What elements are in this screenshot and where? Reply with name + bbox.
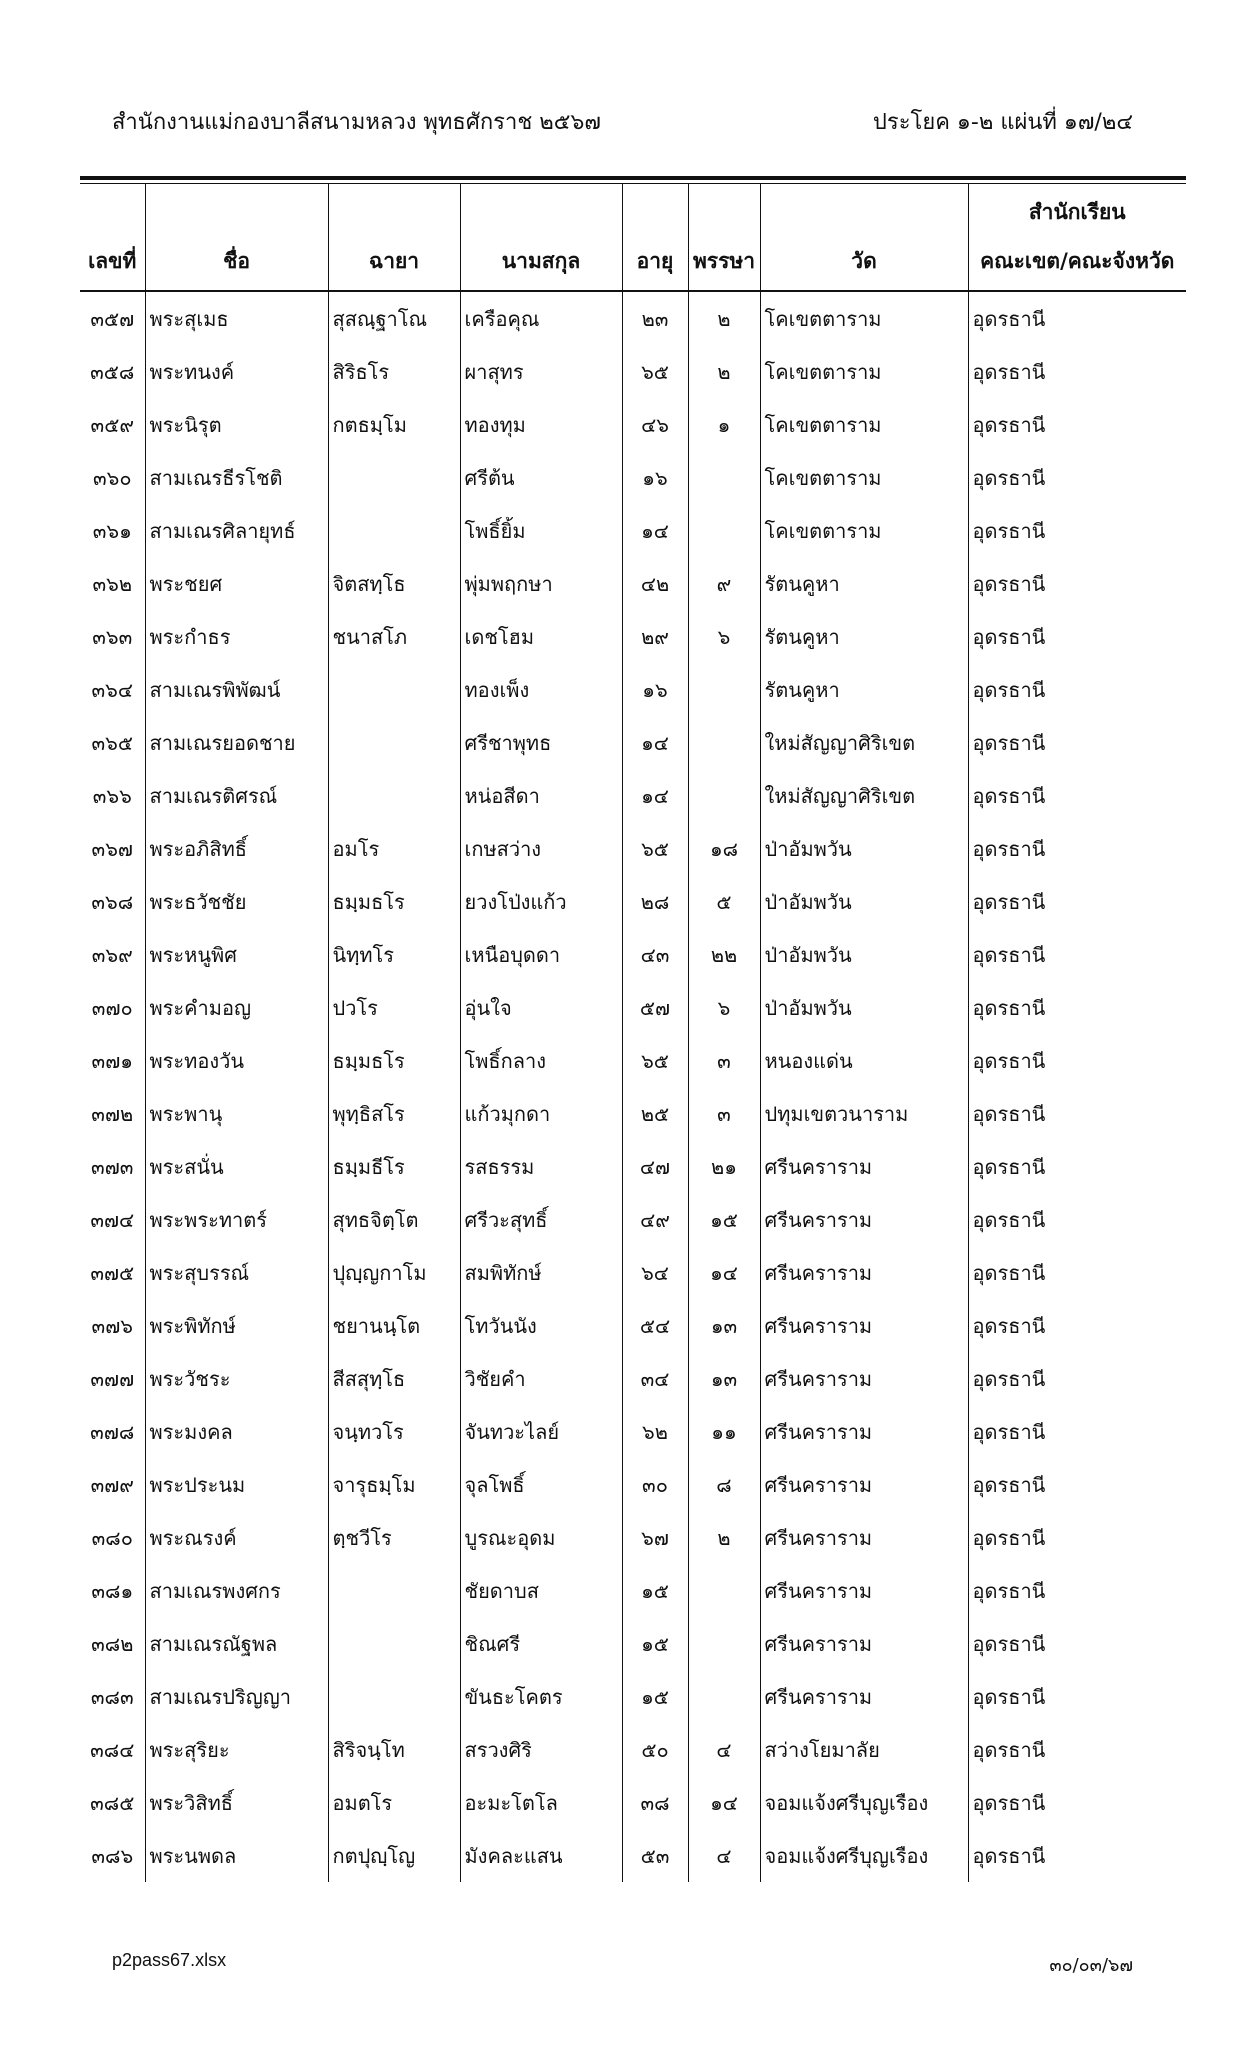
cell-age: ๒๕: [622, 1087, 688, 1140]
cell-name: สามเณรศิลายุทธ์: [145, 504, 328, 557]
cell-chaya: ปวโร: [328, 981, 460, 1034]
cell-wat: ป่าอัมพวัน: [760, 875, 968, 928]
table-row: [80, 1087, 1186, 1140]
cell-name: พระสนั่น: [145, 1140, 328, 1193]
cell-name: พระวิสิทธิ์: [145, 1776, 328, 1829]
table-row: [80, 1829, 1186, 1882]
table-row: [80, 1405, 1186, 1458]
cell-chaya: ปุญฺญกาโม: [328, 1246, 460, 1299]
cell-no: ๓๗๓: [80, 1140, 145, 1193]
cell-surname: หน่อสีดา: [460, 769, 622, 822]
cell-school: อุดรธานี: [972, 412, 1046, 437]
cell-vassa: ๑๔: [688, 1246, 760, 1299]
cell-no: ๓๗๙: [80, 1458, 145, 1511]
table-row: [80, 1352, 1186, 1405]
cell-surname: ศรีชาพุทธ: [460, 716, 622, 769]
cell-name: พระชยศ: [145, 557, 328, 610]
cell-surname: โทวันนัง: [460, 1299, 622, 1352]
cell-no: ๓๖๙: [80, 928, 145, 981]
cell-chaya: [328, 716, 460, 769]
col-header-no: เลขที่: [80, 184, 145, 291]
cell-no: ๓๕๗: [80, 291, 145, 345]
cell-wat: ศรีนคราราม: [760, 1405, 968, 1458]
table-row: [80, 1246, 1186, 1299]
footer-filename: p2pass67.xlsx: [112, 1950, 227, 1970]
cell-vassa: [688, 1670, 760, 1723]
cell-name: สามเณรปริญญา: [145, 1670, 328, 1723]
cell-age: ๖๕: [622, 1034, 688, 1087]
cell-no: ๓๖๔: [80, 663, 145, 716]
cell-surname: จุลโพธิ์: [460, 1458, 622, 1511]
cell-surname: พุ่มพฤกษา: [460, 557, 622, 610]
cell-chaya: ชนาสโภ: [328, 610, 460, 663]
cell-vassa: ๑๕: [688, 1193, 760, 1246]
cell-chaya: [328, 1670, 460, 1723]
cell-school: อุดรธานี: [972, 1154, 1046, 1179]
cell-vassa: ๒: [688, 345, 760, 398]
cell-school: อุดรธานี: [972, 995, 1046, 1020]
cell-surname: รสธรรม: [460, 1140, 622, 1193]
header-office-year: สำนักงานแม่กองบาลีสนามหลวง พุทธศักราช ๒๕๖๗: [112, 110, 601, 135]
cell-surname: อุ่นใจ: [460, 981, 622, 1034]
cell-vassa: [688, 504, 760, 557]
cell-vassa: ๑: [688, 398, 760, 451]
cell-age: ๑๔: [622, 716, 688, 769]
cell-name: พระทนงค์: [145, 345, 328, 398]
cell-surname: ผาสุทร: [460, 345, 622, 398]
table-row: [80, 928, 1186, 981]
cell-vassa: ๓: [688, 1034, 760, 1087]
cell-chaya: [328, 1564, 460, 1617]
results-table: [80, 184, 1186, 1882]
cell-school: อุดรธานี: [972, 783, 1046, 808]
cell-vassa: ๕: [688, 875, 760, 928]
cell-name: พระนิรุต: [145, 398, 328, 451]
cell-chaya: สิริธโร: [328, 345, 460, 398]
cell-school: อุดรธานี: [972, 624, 1046, 649]
cell-wat: ใหม่สัญญาศิริเขต: [760, 716, 968, 769]
cell-surname: สมพิทักษ์: [460, 1246, 622, 1299]
cell-vassa: ๒: [688, 291, 760, 345]
cell-school: อุดรธานี: [972, 1843, 1046, 1868]
cell-age: ๓๔: [622, 1352, 688, 1405]
cell-chaya: กตปุญฺโญ: [328, 1829, 460, 1882]
cell-chaya: [328, 504, 460, 557]
cell-wat: ศรีนคราราม: [760, 1617, 968, 1670]
results-table-wrapper: [80, 176, 1186, 1882]
table-row: [80, 1617, 1186, 1670]
cell-wat: ศรีนคราราม: [760, 1670, 968, 1723]
cell-name: สามเณรพงศกร: [145, 1564, 328, 1617]
col-header-wat: วัด: [760, 184, 968, 291]
cell-vassa: ๔: [688, 1723, 760, 1776]
table-row: [80, 291, 1186, 345]
cell-wat: โคเขตตาราม: [760, 291, 968, 345]
cell-chaya: อมตโร: [328, 1776, 460, 1829]
table-row: [80, 716, 1186, 769]
cell-wat: ศรีนคราราม: [760, 1352, 968, 1405]
table-row: [80, 981, 1186, 1034]
cell-age: ๑๖: [622, 451, 688, 504]
cell-name: พระคำมอญ: [145, 981, 328, 1034]
cell-vassa: ๘: [688, 1458, 760, 1511]
cell-no: ๓๕๙: [80, 398, 145, 451]
cell-name: พระณรงค์: [145, 1511, 328, 1564]
table-row: [80, 398, 1186, 451]
table-header-row: [80, 184, 1186, 291]
cell-no: ๓๗๔: [80, 1193, 145, 1246]
table-body: [80, 291, 1186, 1882]
cell-age: ๕๔: [622, 1299, 688, 1352]
cell-no: ๓๗๖: [80, 1299, 145, 1352]
table-row: [80, 1564, 1186, 1617]
cell-wat: รัตนคูหา: [760, 557, 968, 610]
cell-age: ๖๗: [622, 1511, 688, 1564]
cell-school: อุดรธานี: [972, 1207, 1046, 1232]
cell-surname: โพธิ์ยิ้ม: [460, 504, 622, 557]
cell-chaya: อมโร: [328, 822, 460, 875]
cell-vassa: ๒: [688, 1511, 760, 1564]
cell-age: ๖๕: [622, 345, 688, 398]
cell-wat: ศรีนคราราม: [760, 1299, 968, 1352]
cell-wat: จอมแจ้งศรีบุญเรือง: [760, 1829, 968, 1882]
col-header-name: ชื่อ: [145, 184, 328, 291]
cell-vassa: ๑๑: [688, 1405, 760, 1458]
cell-school: อุดรธานี: [972, 1101, 1046, 1126]
cell-wat: ปทุมเขตวนาราม: [760, 1087, 968, 1140]
cell-chaya: จนฺทวโร: [328, 1405, 460, 1458]
cell-school: อุดรธานี: [972, 1578, 1046, 1603]
cell-name: พระสุริยะ: [145, 1723, 328, 1776]
cell-name: พระสุเมธ: [145, 291, 328, 345]
cell-age: ๑๕: [622, 1564, 688, 1617]
cell-no: ๓๘๔: [80, 1723, 145, 1776]
cell-no: ๓๖๐: [80, 451, 145, 504]
cell-age: ๖๔: [622, 1246, 688, 1299]
cell-chaya: ชยานนฺโต: [328, 1299, 460, 1352]
cell-name: พระหนูพิศ: [145, 928, 328, 981]
table-row: [80, 1140, 1186, 1193]
cell-school: อุดรธานี: [972, 1313, 1046, 1338]
cell-vassa: [688, 769, 760, 822]
cell-wat: ศรีนคราราม: [760, 1193, 968, 1246]
cell-vassa: ๑๘: [688, 822, 760, 875]
cell-vassa: [688, 451, 760, 504]
cell-no: ๓๗๘: [80, 1405, 145, 1458]
cell-surname: ยวงโป่งแก้ว: [460, 875, 622, 928]
table-row: [80, 1511, 1186, 1564]
cell-school: อุดรธานี: [972, 889, 1046, 914]
cell-school: อุดรธานี: [972, 1525, 1046, 1550]
cell-age: ๔๒: [622, 557, 688, 610]
cell-surname: ชัยดาบส: [460, 1564, 622, 1617]
cell-wat: ศรีนคราราม: [760, 1458, 968, 1511]
cell-vassa: [688, 1617, 760, 1670]
cell-name: พระสุบรรณ์: [145, 1246, 328, 1299]
cell-chaya: สุสณฺฐาโณ: [328, 291, 460, 345]
cell-surname: ศรีต้น: [460, 451, 622, 504]
cell-vassa: ๙: [688, 557, 760, 610]
table-row: [80, 610, 1186, 663]
cell-age: ๓๘: [622, 1776, 688, 1829]
cell-vassa: ๒๑: [688, 1140, 760, 1193]
cell-no: ๓๘๐: [80, 1511, 145, 1564]
cell-school: อุดรธานี: [972, 1472, 1046, 1497]
cell-age: ๒๘: [622, 875, 688, 928]
cell-chaya: ธมฺมธโร: [328, 875, 460, 928]
table-row: [80, 557, 1186, 610]
cell-no: ๓๖๖: [80, 769, 145, 822]
cell-no: ๓๕๘: [80, 345, 145, 398]
table-top-rule: [80, 176, 1186, 180]
cell-no: ๓๘๒: [80, 1617, 145, 1670]
cell-age: ๑๕: [622, 1670, 688, 1723]
cell-wat: โคเขตตาราม: [760, 345, 968, 398]
cell-name: พระวัชระ: [145, 1352, 328, 1405]
cell-surname: โพธิ์กลาง: [460, 1034, 622, 1087]
cell-age: ๑๕: [622, 1617, 688, 1670]
cell-school: อุดรธานี: [972, 1790, 1046, 1815]
cell-surname: ทองเพ็ง: [460, 663, 622, 716]
cell-no: ๓๘๑: [80, 1564, 145, 1617]
cell-vassa: ๑๓: [688, 1299, 760, 1352]
cell-wat: ป่าอัมพวัน: [760, 822, 968, 875]
cell-wat: ใหม่สัญญาศิริเขต: [760, 769, 968, 822]
cell-school: อุดรธานี: [972, 1737, 1046, 1762]
cell-age: ๒๓: [622, 291, 688, 345]
cell-name: พระประนม: [145, 1458, 328, 1511]
cell-school: อุดรธานี: [972, 1048, 1046, 1073]
cell-surname: วิชัยคำ: [460, 1352, 622, 1405]
cell-school: อุดรธานี: [972, 465, 1046, 490]
col-header-school-line1: สำนักเรียน: [1028, 200, 1126, 224]
cell-school: อุดรธานี: [972, 836, 1046, 861]
cell-vassa: ๔: [688, 1829, 760, 1882]
cell-surname: ทองทุม: [460, 398, 622, 451]
cell-name: พระพานุ: [145, 1087, 328, 1140]
cell-surname: ขันธะโคตร: [460, 1670, 622, 1723]
cell-surname: ศรีวะสุทธิ์: [460, 1193, 622, 1246]
cell-age: ๖๒: [622, 1405, 688, 1458]
cell-no: ๓๖๒: [80, 557, 145, 610]
cell-wat: โคเขตตาราม: [760, 451, 968, 504]
cell-vassa: ๑๓: [688, 1352, 760, 1405]
cell-school: อุดรธานี: [972, 677, 1046, 702]
cell-no: ๓๘๕: [80, 1776, 145, 1829]
cell-vassa: [688, 716, 760, 769]
cell-no: ๓๘๖: [80, 1829, 145, 1882]
cell-chaya: จิตสทฺโธ: [328, 557, 460, 610]
cell-name: สามเณรธีรโชติ: [145, 451, 328, 504]
cell-school: อุดรธานี: [972, 1419, 1046, 1444]
cell-age: ๕๓: [622, 1829, 688, 1882]
cell-name: สามเณรณัฐพล: [145, 1617, 328, 1670]
cell-surname: แก้วมุกดา: [460, 1087, 622, 1140]
cell-chaya: [328, 451, 460, 504]
cell-chaya: สิริจนฺโท: [328, 1723, 460, 1776]
cell-name: สามเณรยอดชาย: [145, 716, 328, 769]
cell-wat: ป่าอัมพวัน: [760, 928, 968, 981]
table-row: [80, 1458, 1186, 1511]
cell-name: พระธวัชชัย: [145, 875, 328, 928]
table-row: [80, 875, 1186, 928]
cell-chaya: สุทธจิตฺโต: [328, 1193, 460, 1246]
cell-no: ๓๗๐: [80, 981, 145, 1034]
cell-name: สามเณรพิพัฒน์: [145, 663, 328, 716]
cell-vassa: ๒๒: [688, 928, 760, 981]
cell-surname: มังคละแสน: [460, 1829, 622, 1882]
table-row: [80, 822, 1186, 875]
cell-age: ๕๗: [622, 981, 688, 1034]
cell-wat: ศรีนคราราม: [760, 1511, 968, 1564]
cell-wat: ศรีนคราราม: [760, 1246, 968, 1299]
cell-vassa: ๑๔: [688, 1776, 760, 1829]
cell-school: อุดรธานี: [972, 1684, 1046, 1709]
cell-chaya: [328, 663, 460, 716]
cell-no: ๓๘๓: [80, 1670, 145, 1723]
cell-chaya: [328, 1617, 460, 1670]
col-header-age: อายุ: [622, 184, 688, 291]
cell-surname: เดชโฮม: [460, 610, 622, 663]
cell-school: อุดรธานี: [972, 571, 1046, 596]
table-row: [80, 451, 1186, 504]
cell-name: พระทองวัน: [145, 1034, 328, 1087]
cell-school: อุดรธานี: [972, 306, 1046, 331]
cell-school: อุดรธานี: [972, 1366, 1046, 1391]
cell-surname: จันทวะไลย์: [460, 1405, 622, 1458]
cell-no: ๓๗๗: [80, 1352, 145, 1405]
cell-chaya: พุทฺธิสโร: [328, 1087, 460, 1140]
cell-age: ๑๖: [622, 663, 688, 716]
cell-vassa: [688, 1564, 760, 1617]
col-header-vassa: พรรษา: [688, 184, 760, 291]
cell-name: พระพิทักษ์: [145, 1299, 328, 1352]
col-header-school: [968, 184, 1186, 291]
cell-chaya: ตฺชวีโร: [328, 1511, 460, 1564]
cell-no: ๓๗๕: [80, 1246, 145, 1299]
cell-no: ๓๖๑: [80, 504, 145, 557]
cell-no: ๓๖๕: [80, 716, 145, 769]
cell-surname: ชิณศรี: [460, 1617, 622, 1670]
cell-surname: เครือคุณ: [460, 291, 622, 345]
cell-age: ๔๖: [622, 398, 688, 451]
cell-no: ๓๖๗: [80, 822, 145, 875]
footer-date: ๓๐/๐๓/๖๗: [1049, 1955, 1133, 1976]
cell-wat: รัตนคูหา: [760, 610, 968, 663]
cell-school: อุดรธานี: [972, 518, 1046, 543]
cell-no: ๓๖๘: [80, 875, 145, 928]
cell-wat: โคเขตตาราม: [760, 504, 968, 557]
cell-vassa: ๖: [688, 981, 760, 1034]
cell-no: ๓๗๒: [80, 1087, 145, 1140]
table-row: [80, 1776, 1186, 1829]
cell-age: ๕๐: [622, 1723, 688, 1776]
cell-age: ๑๔: [622, 769, 688, 822]
table-row: [80, 504, 1186, 557]
col-header-surname: นามสกุล: [460, 184, 622, 291]
table-row: [80, 1034, 1186, 1087]
cell-vassa: ๖: [688, 610, 760, 663]
cell-age: ๓๐: [622, 1458, 688, 1511]
cell-wat: ศรีนคราราม: [760, 1564, 968, 1617]
table-row: [80, 769, 1186, 822]
cell-vassa: [688, 663, 760, 716]
cell-wat: สว่างโยมาลัย: [760, 1723, 968, 1776]
table-row: [80, 1193, 1186, 1246]
cell-age: ๖๕: [622, 822, 688, 875]
cell-school: อุดรธานี: [972, 730, 1046, 755]
cell-name: พระนพดล: [145, 1829, 328, 1882]
cell-age: ๑๔: [622, 504, 688, 557]
cell-age: ๔๗: [622, 1140, 688, 1193]
cell-school: อุดรธานี: [972, 1631, 1046, 1656]
cell-chaya: กตธมฺโม: [328, 398, 460, 451]
cell-surname: สรวงศิริ: [460, 1723, 622, 1776]
cell-name: พระมงคล: [145, 1405, 328, 1458]
cell-surname: เหนือบุดดา: [460, 928, 622, 981]
table-row: [80, 345, 1186, 398]
cell-name: พระพระทาตร์: [145, 1193, 328, 1246]
cell-wat: รัตนคูหา: [760, 663, 968, 716]
cell-age: ๔๓: [622, 928, 688, 981]
cell-chaya: จารุธมฺโม: [328, 1458, 460, 1511]
cell-vassa: ๓: [688, 1087, 760, 1140]
cell-chaya: ธมฺมธีโร: [328, 1140, 460, 1193]
cell-school: อุดรธานี: [972, 359, 1046, 384]
cell-surname: บูรณะอุดม: [460, 1511, 622, 1564]
cell-name: สามเณรติศรณ์: [145, 769, 328, 822]
cell-name: พระอภิสิทธิ์: [145, 822, 328, 875]
cell-age: ๒๙: [622, 610, 688, 663]
cell-wat: ศรีนคราราม: [760, 1140, 968, 1193]
col-header-chaya: ฉายา: [328, 184, 460, 291]
cell-chaya: สีสสุทฺโธ: [328, 1352, 460, 1405]
cell-chaya: นิทฺทโร: [328, 928, 460, 981]
table-row: [80, 1670, 1186, 1723]
table-row: [80, 663, 1186, 716]
cell-chaya: [328, 769, 460, 822]
cell-name: พระกำธร: [145, 610, 328, 663]
cell-wat: ป่าอัมพวัน: [760, 981, 968, 1034]
col-header-school-line2: คณะเขต/คณะจังหวัด: [980, 249, 1175, 273]
cell-school: อุดรธานี: [972, 1260, 1046, 1285]
cell-school: อุดรธานี: [972, 942, 1046, 967]
cell-no: ๓๗๑: [80, 1034, 145, 1087]
cell-wat: หนองแด่น: [760, 1034, 968, 1087]
cell-age: ๔๙: [622, 1193, 688, 1246]
table-row: [80, 1723, 1186, 1776]
cell-wat: จอมแจ้งศรีบุญเรือง: [760, 1776, 968, 1829]
cell-no: ๓๖๓: [80, 610, 145, 663]
cell-wat: โคเขตตาราม: [760, 398, 968, 451]
header-sheet-info: ประโยค ๑-๒ แผ่นที่ ๑๗/๒๔: [872, 110, 1133, 135]
table-row: [80, 1299, 1186, 1352]
cell-chaya: ธมฺมธโร: [328, 1034, 460, 1087]
cell-surname: อะมะโตโล: [460, 1776, 622, 1829]
cell-surname: เกษสว่าง: [460, 822, 622, 875]
